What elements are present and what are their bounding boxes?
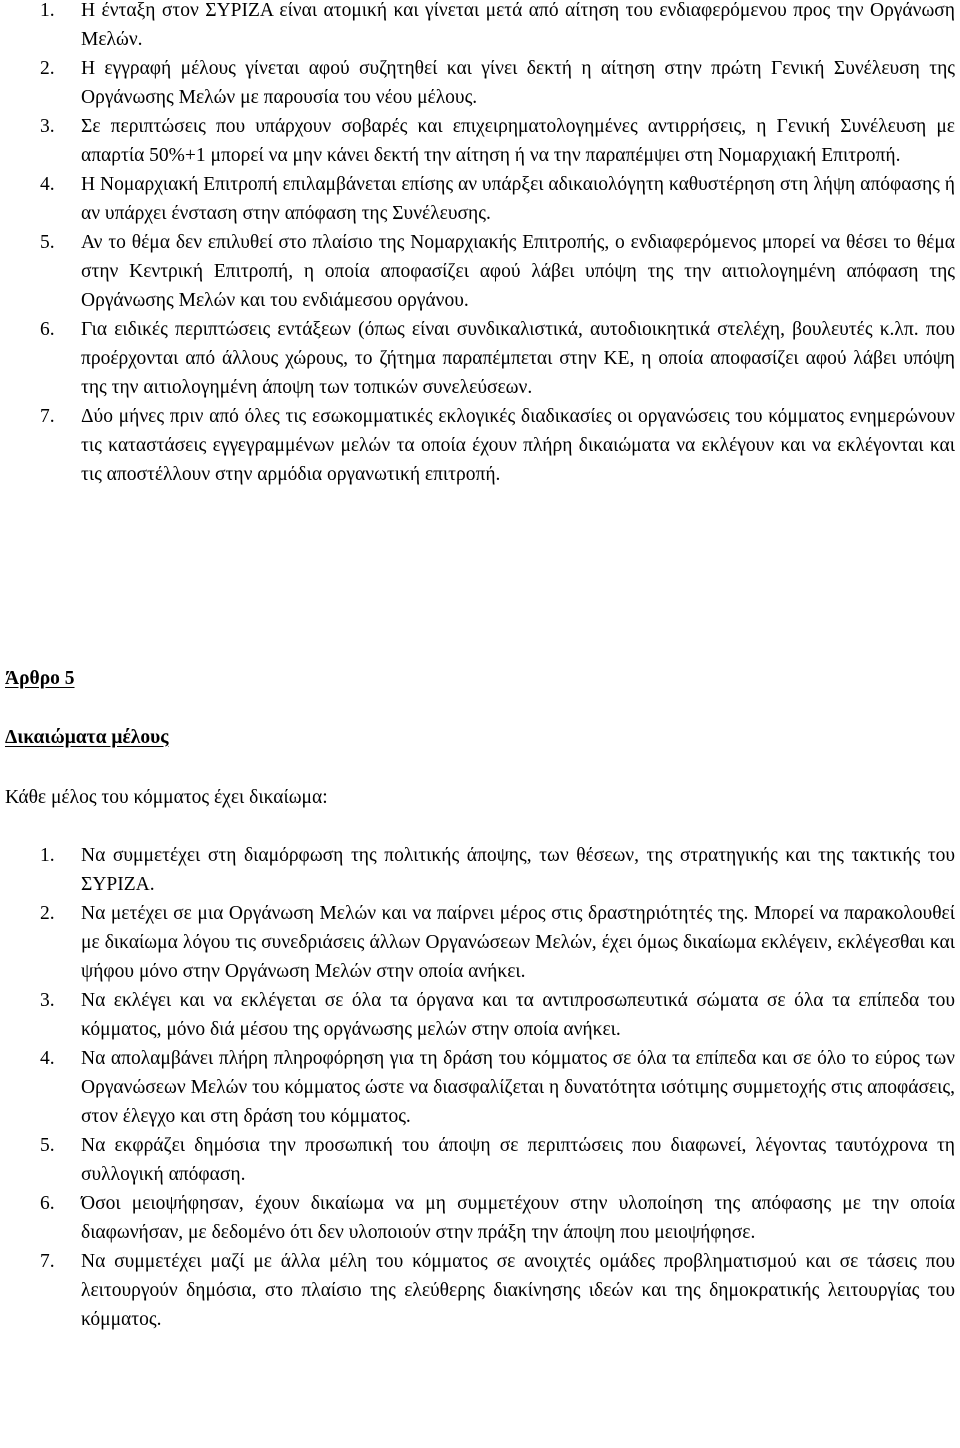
- list-text: Όσοι μειοψήφησαν, έχουν δικαίωμα να μη συμμετέχουν στην υλοποίηση της απόφασης με την οποία διαφωνήσαν, με δεδομένο ότι δεν υλοποιούν στην πράξη την άποψη που μειοψήφησε.: [81, 1193, 955, 1243]
- list-item: [40, 899, 955, 986]
- list-text: Δύο μήνες πριν από όλες τις εσωκομματικές εκλογικές διαδικασίες οι οργανώσεις του κόμματος ενημερώνουν τις καταστάσεις εγγεγραμμένων μελών τα οποία έχουν πλήρη δικαιώματα να εκλέγουν και να εκλέγονται και τις αποστέλλουν στην αρμόδια οργανωτική επιτροπή.: [81, 406, 955, 485]
- list-number: 3.: [40, 116, 55, 137]
- list-text: Να μετέχει σε μια Οργάνωση Μελών και να παίρνει μέρος στις δραστηριότητές της. Μπορεί να παρακολουθεί με δικαίωμα λόγου τις συνεδριάσεις άλλων Οργανώσεων Μελών, έχει όμως δικαίωμα εκλέγειν, εκλέγεσθαι και ψήφου μόνο στην Οργάνωση Μελών στην οποία ανήκει.: [81, 903, 955, 982]
- list-number: 3.: [40, 990, 55, 1011]
- list-text: Η εγγραφή μέλους γίνεται αφού συζητηθεί και γίνει δεκτή η αίτηση στην πρώτη Γενική Συνέλευση της Οργάνωσης Μελών με παρουσία του νέου μέλους.: [81, 58, 955, 108]
- list-number: 4.: [40, 174, 55, 195]
- list-item: [40, 315, 955, 402]
- article-title: Άρθρο 5: [5, 668, 75, 689]
- list-number: 5.: [40, 1135, 55, 1156]
- list-text: Η Νομαρχιακή Επιτροπή επιλαμβάνεται επίσης αν υπάρξει αδικαιολόγητη καθυστέρηση στη λήψη απόφασης ή αν υπάρχει ένσταση στην απόφαση της Συνέλευσης.: [81, 174, 955, 224]
- list-item: [40, 228, 955, 315]
- list-text: Για ειδικές περιπτώσεις εντάξεων (όπως είναι συνδικαλιστικά, αυτοδιοικητικά στελέχη, βουλευτές κ.λπ. που προέρχονται από άλλους χώρους, το ζήτημα παραπέμπεται στην ΚΕ, η οποία αποφασίζει αφού λάβει υπόψη της την αιτιολογημένη άποψη των τοπικών συνελεύσεων.: [81, 319, 955, 398]
- list-item: [40, 170, 955, 228]
- list-text: Αν το θέμα δεν επιλυθεί στο πλαίσιο της Νομαρχιακής Επιτροπής, ο ενδιαφερόμενος μπορεί να θέσει το θέμα στην Κεντρική Επιτροπή, η οποία αποφασίζει αφού λάβει υπόψη της την αιτιολογημένη απόφαση της Οργάνωσης Μελών και του ενδιάμεσου οργάνου.: [81, 232, 955, 311]
- list-item: [40, 1131, 955, 1189]
- list-number: 2.: [40, 903, 55, 924]
- admission-list: [40, 0, 955, 489]
- list-text: Να απολαμβάνει πλήρη πληροφόρηση για τη δράση του κόμματος σε όλα τα επίπεδα και σε όλο το εύρος των Οργανώσεων Μελών του κόμματος ώστε να διασφαλίζεται η δυνατότητα ισότιμης συμμετοχής στις αποφάσεις, στον έλεγχο και στη δράση του κόμματος.: [81, 1048, 955, 1127]
- list-number: 6.: [40, 319, 55, 340]
- list-number: 7.: [40, 406, 55, 427]
- list-number: 2.: [40, 58, 55, 79]
- list-text: Η ένταξη στον ΣΥΡΙΖΑ είναι ατομική και γίνεται μετά από αίτηση του ενδιαφερόμενου προς την Οργάνωση Μελών.: [81, 0, 955, 50]
- rights-list: [40, 841, 955, 1334]
- list-item: [40, 112, 955, 170]
- list-item: [40, 0, 955, 54]
- list-item: [40, 1247, 955, 1334]
- list-item: [40, 986, 955, 1044]
- list-text: Να συμμετέχει μαζί με άλλα μέλη του κόμματος σε ανοιχτές ομάδες προβληματισμού και σε τάσεις που λειτουργούν δημόσια, στο πλαίσιο της ελεύθερης διακίνησης ιδεών και της δημοκρατικής λειτουργίας του κόμματος.: [81, 1251, 955, 1330]
- list-number: 1.: [40, 0, 55, 21]
- list-item: [40, 402, 955, 489]
- list-number: 5.: [40, 232, 55, 253]
- list-text: Σε περιπτώσεις που υπάρχουν σοβαρές και επιχειρηματολογημένες αντιρρήσεις, η Γενική Συνέλευση με απαρτία 50%+1 μπορεί να μην κάνει δεκτή την αίτηση ή να την παραπέμψει στη Νομαρχιακή Επιτροπή.: [81, 116, 955, 166]
- list-item: [40, 841, 955, 899]
- list-text: Να εκλέγει και να εκλέγεται σε όλα τα όργανα και τα αντιπροσωπευτικά σώματα σε όλα τα επίπεδα του κόμματος, μόνο διά μέσου της οργάνωσης μελών στην οποία ανήκει.: [81, 990, 955, 1040]
- list-item: [40, 1189, 955, 1247]
- list-item: [40, 1044, 955, 1131]
- list-number: 7.: [40, 1251, 55, 1272]
- list-item: [40, 54, 955, 112]
- list-text: Να εκφράζει δημόσια την προσωπική του άποψη σε περιπτώσεις που διαφωνεί, λέγοντας ταυτόχρονα τη συλλογική απόφαση.: [81, 1135, 955, 1185]
- list-text: Να συμμετέχει στη διαμόρφωση της πολιτικής άποψης, των θέσεων, της στρατηγικής και της τακτικής του ΣΥΡΙΖΑ.: [81, 845, 955, 895]
- list-number: 4.: [40, 1048, 55, 1069]
- list-number: 6.: [40, 1193, 55, 1214]
- list-number: 1.: [40, 845, 55, 866]
- section-title: Δικαιώματα μέλους: [5, 727, 169, 748]
- intro-text: Κάθε μέλος του κόμματος έχει δικαίωμα:: [5, 787, 328, 808]
